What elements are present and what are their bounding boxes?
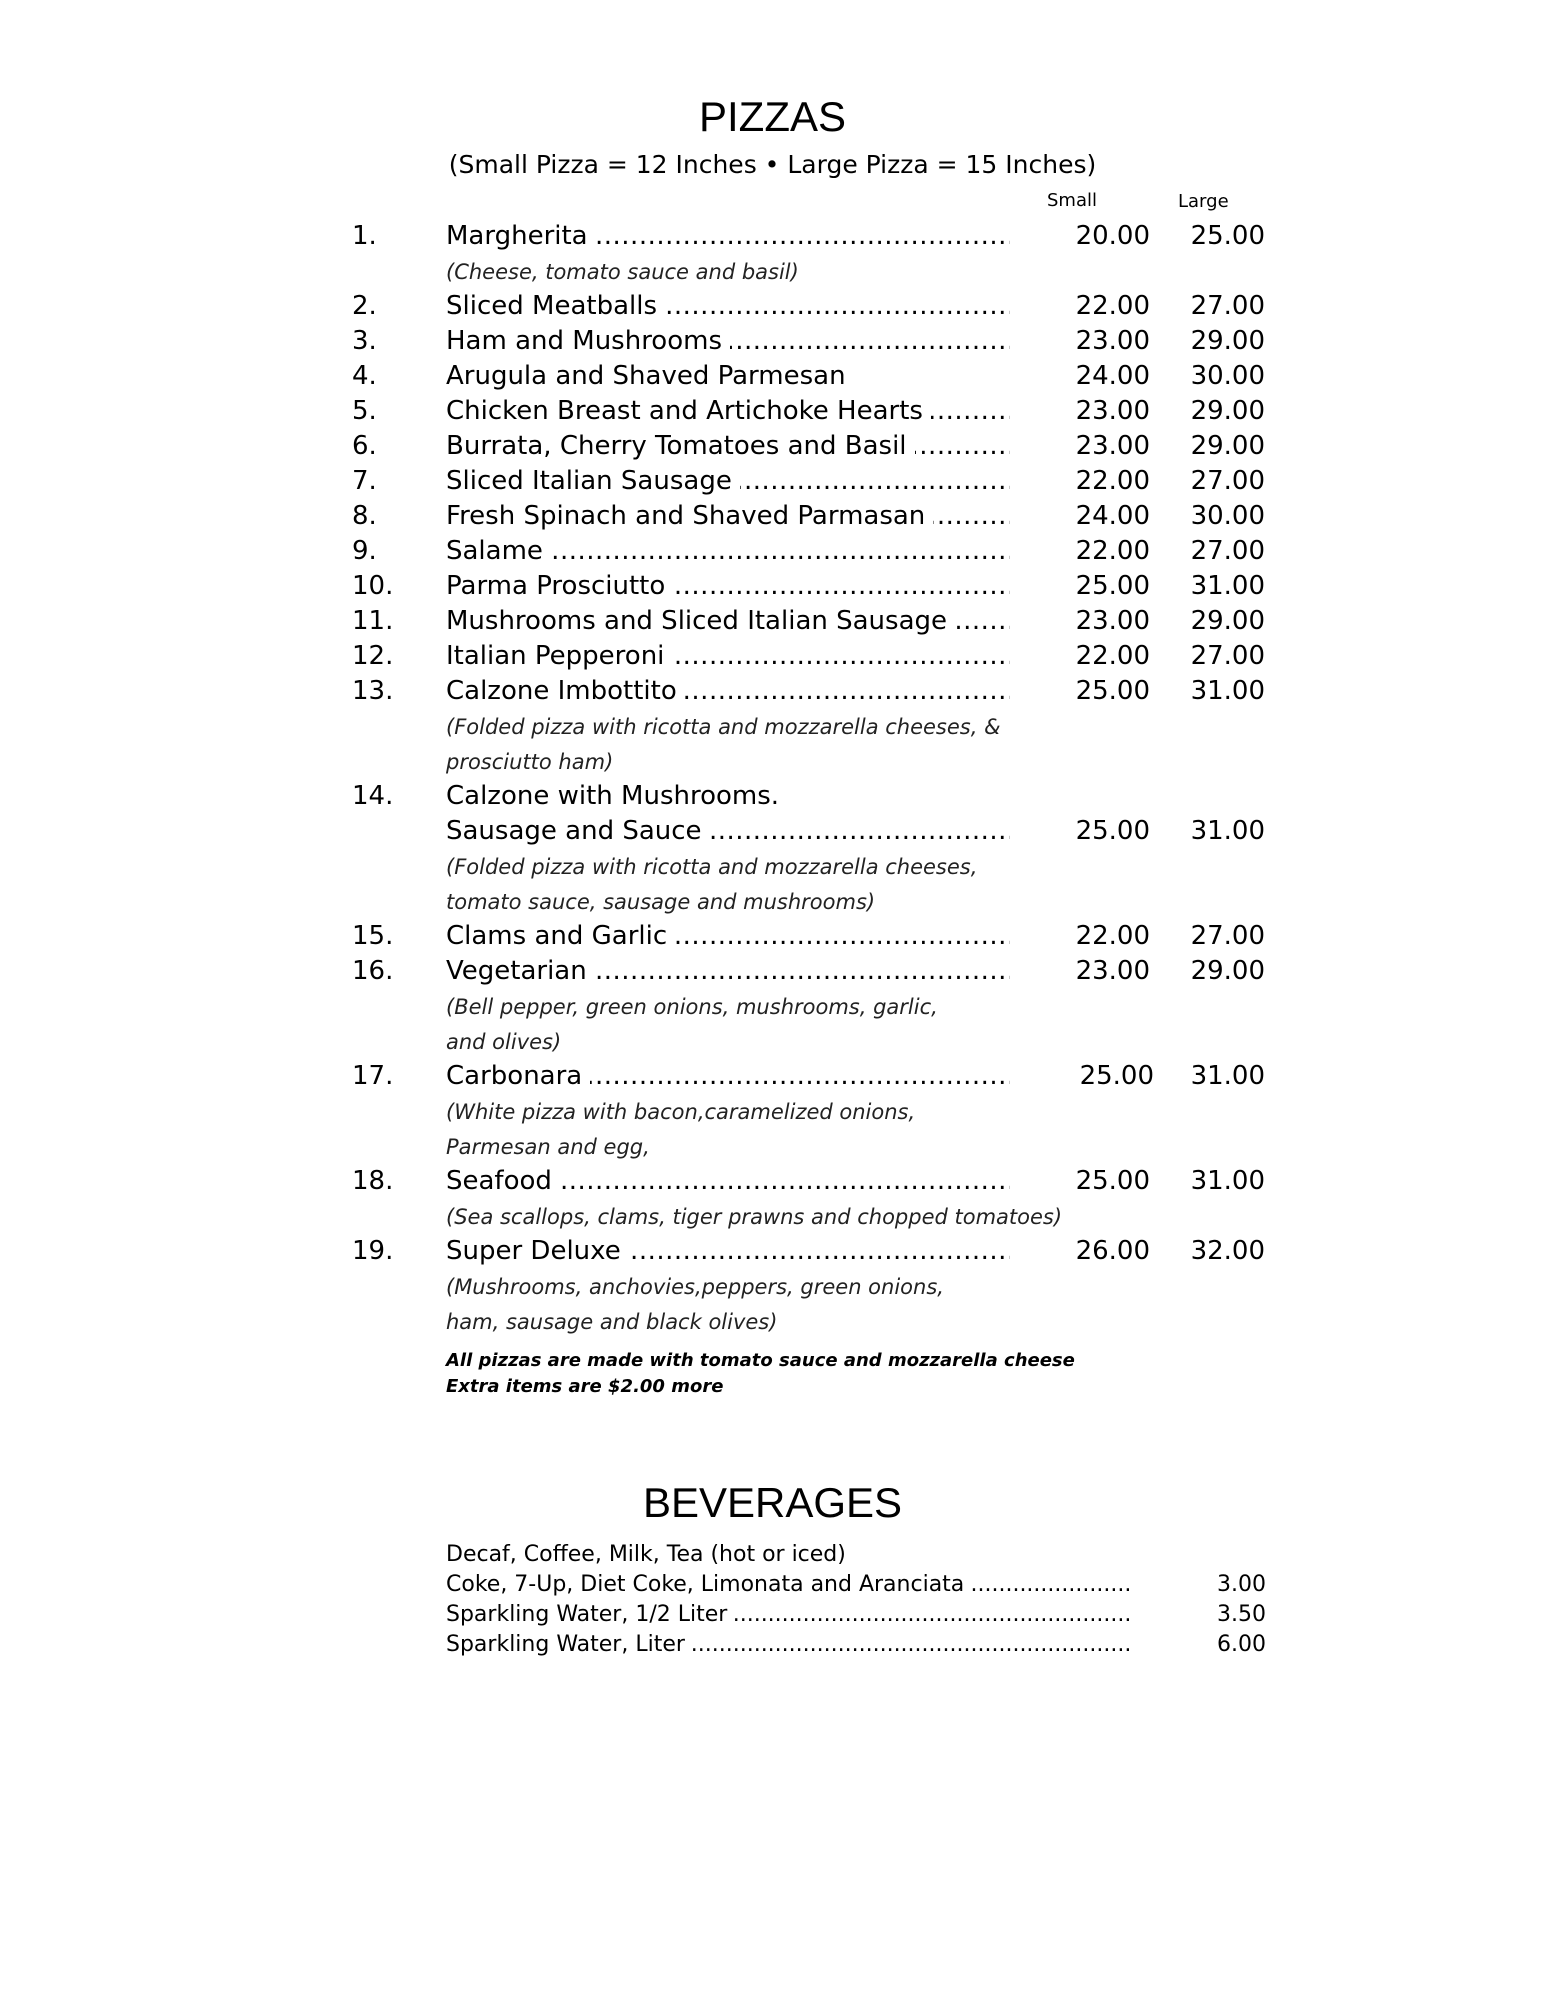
beverage-name: Decaf, Coffee, Milk, Tea (hot or iced) [446, 1540, 1132, 1570]
menu-item-row [0, 463, 1545, 499]
item-name: Calzone Imbottito ..... [446, 673, 1010, 709]
price-large: 29.00 [1190, 326, 1265, 356]
item-name: Chicken Breast and Artichoke Hearts ..... [446, 393, 1010, 429]
menu-item-row [0, 918, 1545, 954]
item-description: (Folded pizza with ricotta and mozzarella cheeses, & [446, 715, 1001, 739]
item-number: 19. [352, 1236, 394, 1266]
menu-item-row [0, 603, 1545, 639]
beverage-name: Sparkling Water, 1/2 Liter ..... [446, 1600, 1132, 1630]
beverage-price: 3.50 [1217, 1602, 1266, 1627]
item-description: tomato sauce, sausage and mushrooms) [446, 890, 876, 914]
item-number: 8. [352, 501, 377, 531]
item-name: Burrata, Cherry Tomatoes and Basil ..... [446, 428, 1010, 464]
price-large: 27.00 [1190, 466, 1265, 496]
item-name-continued: Sausage and Sauce ..... [446, 813, 1010, 849]
price-small: 22.00 [1075, 466, 1150, 496]
pizza-note-extras: Extra items are $2.00 more [446, 1376, 724, 1397]
item-name: Super Deluxe ..... [446, 1233, 1010, 1269]
item-number: 18. [352, 1166, 394, 1196]
item-number: 10. [352, 571, 394, 601]
beverage-row [446, 1540, 1266, 1570]
price-large: 27.00 [1190, 291, 1265, 321]
price-large: 30.00 [1190, 361, 1265, 391]
price-small: 23.00 [1075, 396, 1150, 426]
item-name: Sliced Italian Sausage ..... [446, 463, 1010, 499]
menu-item-row [0, 953, 1545, 989]
item-number: 7. [352, 466, 377, 496]
menu-item-row [0, 778, 1545, 814]
item-description: (White pizza with bacon,caramelized onions, [446, 1100, 916, 1124]
item-description: prosciutto ham) [446, 750, 614, 774]
price-small: 22.00 [1075, 921, 1150, 951]
price-large: 32.00 [1190, 1236, 1265, 1266]
menu-item-row [0, 498, 1545, 534]
pizzas-subtitle: (Small Pizza = 12 Inches • Large Pizza = 15 Inches) [448, 150, 1097, 179]
item-name: Arugula and Shaved Parmesan [446, 358, 1010, 394]
item-number: 15. [352, 921, 394, 951]
menu-item-row [0, 393, 1545, 429]
menu-item-row [0, 1058, 1545, 1094]
price-large: 27.00 [1190, 921, 1265, 951]
price-large: 31.00 [1190, 676, 1265, 706]
price-large: 27.00 [1190, 641, 1265, 671]
menu-item-row [0, 638, 1545, 674]
item-number: 14. [352, 781, 394, 811]
menu-item-row [0, 358, 1545, 394]
pizzas-title: PIZZAS [698, 93, 847, 140]
menu-item-row [0, 218, 1545, 254]
column-header-large: Large [1178, 191, 1229, 212]
price-small: 22.00 [1075, 291, 1150, 321]
item-name: Fresh Spinach and Shaved Parmasan ..... [446, 498, 1010, 534]
price-large: 29.00 [1190, 956, 1265, 986]
price-small: 25.00 [1075, 571, 1150, 601]
item-number: 12. [352, 641, 394, 671]
price-small: 22.00 [1075, 641, 1150, 671]
column-header-small: Small [1047, 190, 1097, 211]
menu-item-row [0, 288, 1545, 324]
item-name: Italian Pepperoni ..... [446, 638, 1010, 674]
price-large: 31.00 [1190, 1166, 1265, 1196]
price-large: 25.00 [1190, 221, 1265, 251]
item-number: 5. [352, 396, 377, 426]
menu-item-row [0, 323, 1545, 359]
menu-item-row [0, 1233, 1545, 1269]
item-number: 17. [352, 1061, 394, 1091]
item-description: (Sea scallops, clams, tiger prawns and chopped tomatoes) [446, 1205, 1063, 1229]
price-large: 29.00 [1190, 431, 1265, 461]
price-small: 22.00 [1075, 536, 1150, 566]
item-name: Carbonara ..... [446, 1058, 1010, 1094]
item-name: Sliced Meatballs ..... [446, 288, 1010, 324]
item-number: 6. [352, 431, 377, 461]
item-description: (Mushrooms, anchovies,peppers, green onions, [446, 1275, 944, 1299]
beverage-name: Coke, 7-Up, Diet Coke, Limonata and Aranciata ..... [446, 1570, 1132, 1600]
item-name: Mushrooms and Sliced Italian Sausage ..... [446, 603, 1010, 639]
beverage-row [446, 1630, 1266, 1660]
item-name: Vegetarian ..... [446, 953, 1010, 989]
price-small: 23.00 [1075, 956, 1150, 986]
menu-item-row [0, 1163, 1545, 1199]
item-description: (Bell pepper, green onions, mushrooms, garlic, [446, 995, 938, 1019]
menu-item-row [0, 428, 1545, 464]
item-description: ham, sausage and black olives) [446, 1310, 778, 1334]
item-name: Calzone with Mushrooms. [446, 778, 1010, 814]
menu-item-row [0, 533, 1545, 569]
item-number: 2. [352, 291, 377, 321]
item-number: 3. [352, 326, 377, 356]
item-number: 16. [352, 956, 394, 986]
item-name: Salame ..... [446, 533, 1010, 569]
item-number: 9. [352, 536, 377, 566]
price-small: 23.00 [1075, 431, 1150, 461]
price-large: 31.00 [1190, 1061, 1265, 1091]
beverage-name: Sparkling Water, Liter ..... [446, 1630, 1132, 1660]
item-number: 1. [352, 221, 377, 251]
price-small: 20.00 [1075, 221, 1150, 251]
menu-item-row [0, 813, 1545, 849]
beverage-row [446, 1570, 1266, 1600]
item-description: (Folded pizza with ricotta and mozzarella cheeses, [446, 855, 978, 879]
item-number: 4. [352, 361, 377, 391]
item-description: (Cheese, tomato sauce and basil) [446, 260, 799, 284]
beverage-price: 3.00 [1217, 1572, 1266, 1597]
item-name: Clams and Garlic ..... [446, 918, 1010, 954]
price-small: 24.00 [1075, 501, 1150, 531]
price-large: 29.00 [1190, 606, 1265, 636]
item-number: 11. [352, 606, 394, 636]
beverage-row [446, 1600, 1266, 1630]
price-small: 25.00 [1075, 816, 1150, 846]
item-description: and olives) [446, 1030, 562, 1054]
beverage-price: 6.00 [1217, 1632, 1266, 1657]
price-small: 25.00 [1075, 676, 1150, 706]
price-small: 24.00 [1075, 361, 1150, 391]
item-number: 13. [352, 676, 394, 706]
item-name: Parma Prosciutto ..... [446, 568, 1010, 604]
price-large: 30.00 [1190, 501, 1265, 531]
menu-item-row [0, 568, 1545, 604]
price-small: 23.00 [1075, 606, 1150, 636]
price-small: 26.00 [1075, 1236, 1150, 1266]
price-small: 23.00 [1075, 326, 1150, 356]
item-name: Seafood ..... [446, 1163, 1010, 1199]
item-name: Margherita ..... [446, 218, 1010, 254]
item-name: Ham and Mushrooms ..... [446, 323, 1010, 359]
price-small: 25.00 [1079, 1061, 1154, 1091]
beverages-title: BEVERAGES [642, 1479, 903, 1526]
price-large: 31.00 [1190, 571, 1265, 601]
item-description: Parmesan and egg, [446, 1135, 650, 1159]
menu-item-row [0, 673, 1545, 709]
price-large: 31.00 [1190, 816, 1265, 846]
price-small: 25.00 [1075, 1166, 1150, 1196]
pizza-note-sauce: All pizzas are made with tomato sauce and mozzarella cheese [446, 1350, 1075, 1371]
price-large: 29.00 [1190, 396, 1265, 426]
price-large: 27.00 [1190, 536, 1265, 566]
